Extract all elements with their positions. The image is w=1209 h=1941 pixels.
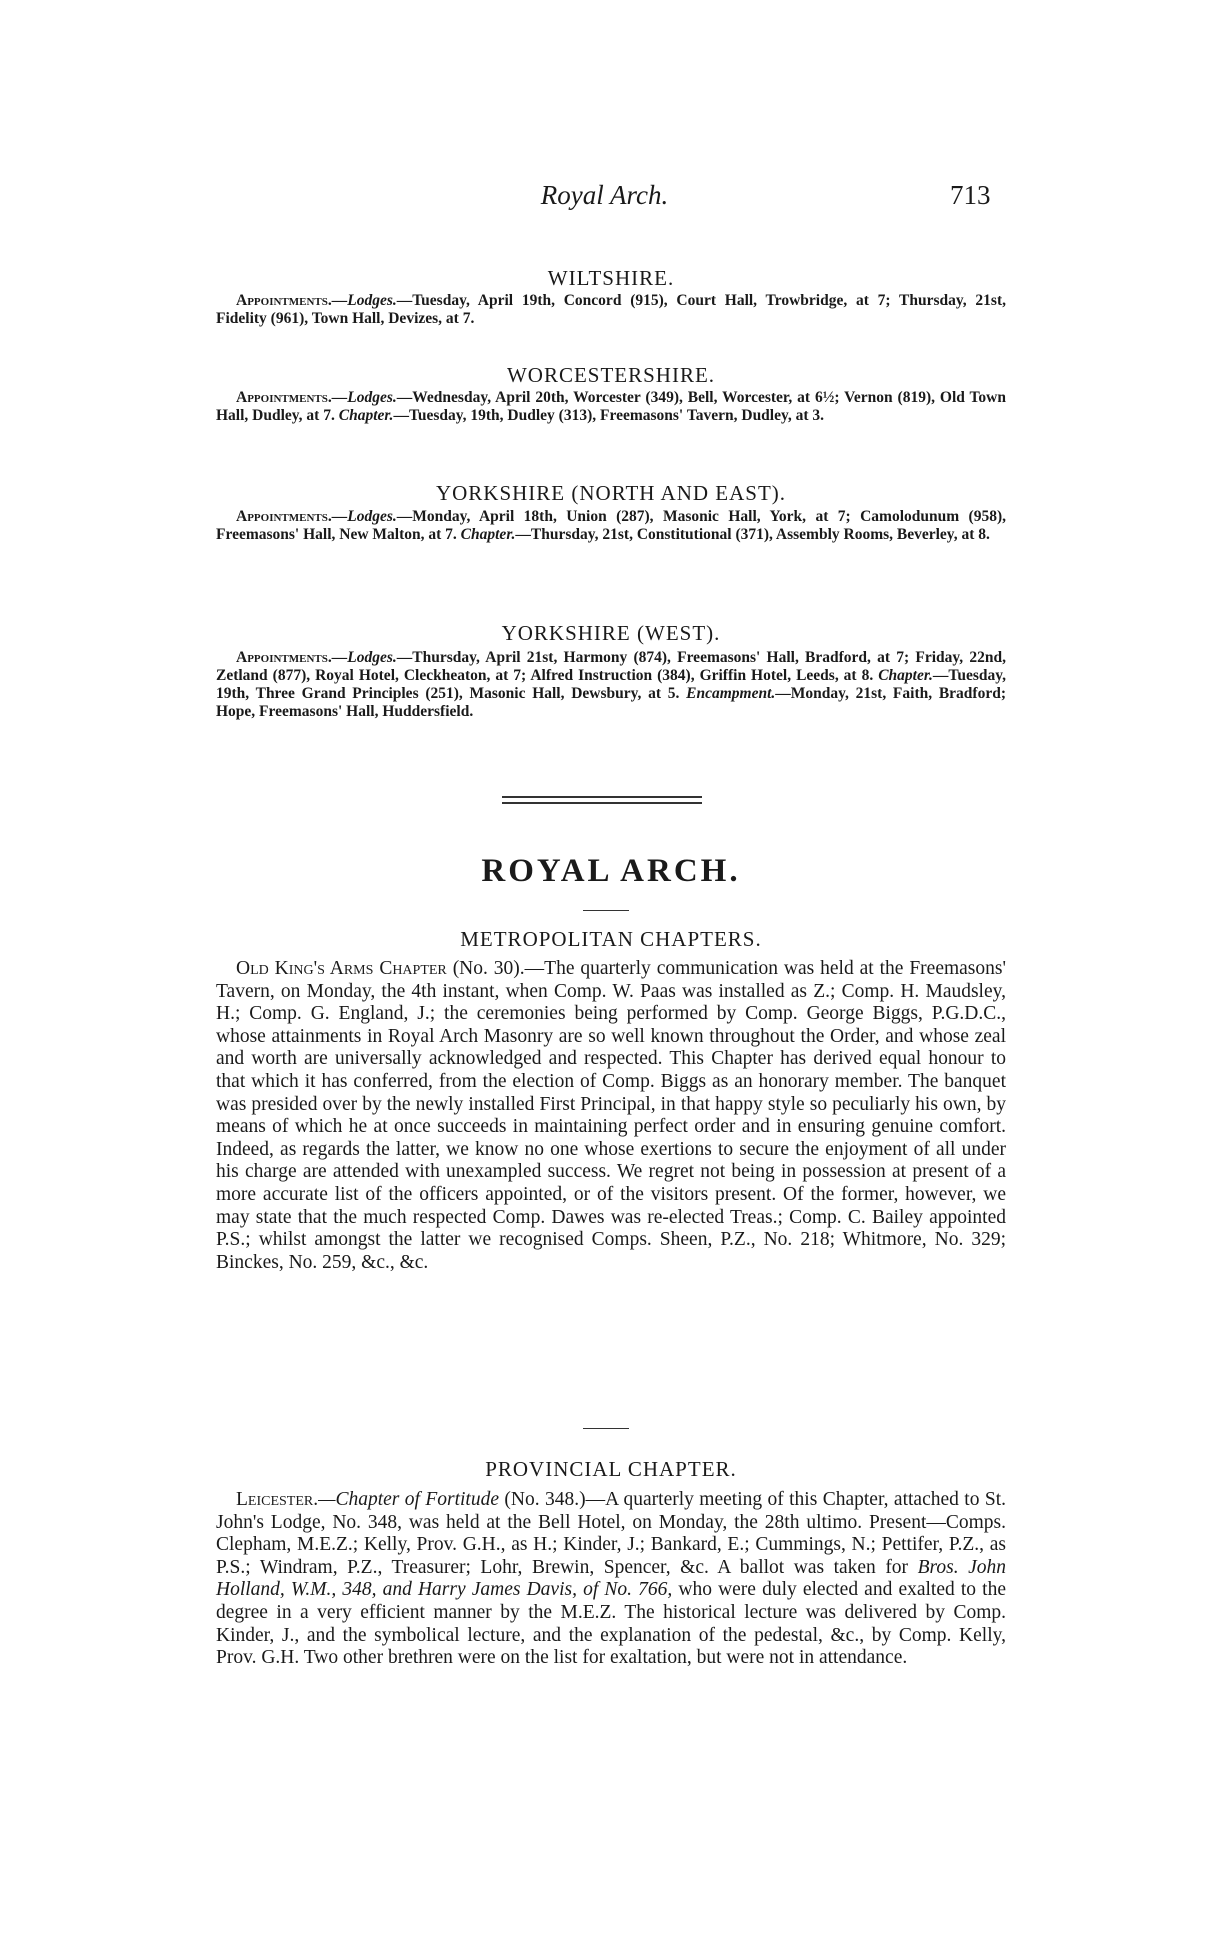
notice-segment: —Tuesday, 19th, Dudley (313), Freemasons' Tavern, Dudley, at 3. xyxy=(393,407,825,424)
notice-label: Appointments. xyxy=(236,649,332,666)
notice-segment: —Lodges. xyxy=(331,508,397,525)
notice-segment: —Thursday, 21st, Constitutional (371), Assembly Rooms, Beverley, at 8. xyxy=(515,526,990,543)
notice-segment: Chapter. xyxy=(338,407,394,424)
notice-yorkshire-north-east xyxy=(216,508,1006,544)
paragraph-segment: (No. 30).—The quarterly communication was held at the Freemasons' Tavern, on Monday, the 4th instant, when Comp. W. Paas was installed as Z.; Comp. H. Maudsley, H.; Comp. G. England, J.; the ceremonies being performed by Comp. George Biggs, P.G.D.C., whose attainments in Royal Arch Masonry are so well known throughout the Order, and whose zeal and worth are universally acknowledged and respected. This Chapter has derived equal honour to that which it has conferred, from the election of Comp. Biggs as an honorary member. The banquet was presided over by the newly installed First Principal, in that happy style so peculiarly his own, by means of which he at once succeeds in maintaining perfect order and in ensuring genuine comfort. Indeed, as regards the latter, we know no one whose exertions to secure the enjoyment of all under his charge are attended with unexampled success. We regret not being in possession at present of a more accurate list of the officers appointed, or of the visitors present. Of the former, however, we may state that the much respected Comp. Dawes was re-elected Treas.; Comp. C. Bailey appointed P.S.; whilst amongst the latter we recognised Comps. Sheen, P.Z., No. 218; Whitmore, No. 329; Binckes, No. 259, &c., &c. xyxy=(216,958,1007,1273)
notice-wiltshire xyxy=(216,292,1006,328)
paragraph-lead: Old King's Arms Chapter xyxy=(236,958,447,979)
notice-segment: —Lodges. xyxy=(331,292,397,309)
notice-label: Appointments. xyxy=(236,292,332,309)
paragraph-segment: —Chapter of Fortitude xyxy=(318,1489,499,1510)
heading-provincial-chapter: PROVINCIAL CHAPTER. xyxy=(485,1457,737,1481)
notice-segment: Chapter. xyxy=(878,667,933,684)
section-divider-rule xyxy=(502,802,702,804)
heading-metropolitan-chapters: METROPOLITAN CHAPTERS. xyxy=(460,927,762,951)
notice-segment: —Monday, April 18th, Union (287), Masonic Hall, York, at 7; Camolodunum (958), Freemasons' Hall, New Malton, at 7. xyxy=(216,508,1006,543)
notice-segment: —Tuesday, April 19th, Concord (915), Court Hall, Trowbridge, at 7; Thursday, 21st, Fidelity (961), Town Hall, Devizes, at 7. xyxy=(216,292,1006,327)
heading-wiltshire: WILTSHIRE. xyxy=(547,266,675,290)
paragraph-metropolitan xyxy=(216,958,1006,1274)
notice-worcestershire xyxy=(216,389,1006,425)
notice-segment: —Lodges. xyxy=(331,649,397,666)
running-title: Royal Arch. xyxy=(540,180,669,210)
heading-yorkshire-west: YORKSHIRE (WEST). xyxy=(501,621,721,645)
short-rule xyxy=(583,910,629,911)
notice-segment: —Tuesday, 19th, Three Grand Principles (251), Masonic Hall, Dewsbury, at 5. xyxy=(216,667,1006,702)
short-rule xyxy=(583,1428,629,1429)
paragraph-segment: who were duly elected and exalted to the degree in a very efficient manner by the M.E.Z. The historical lecture was delivered by Comp. Kinder, J., and the symbolical lecture, and the explanation of the pedestal, &c., by Comp. Kelly, Prov. G.H. Two other brethren were on the list for exaltation, but were not in attendance. xyxy=(216,1579,1006,1669)
notice-segment: —Wednesday, April 20th, Worcester (349), Bell, Worcester, at 6½; Vernon (819), Old Town Hall, Dudley, at 7. xyxy=(216,389,1006,424)
notice-segment: —Thursday, April 21st, Harmony (874), Freemasons' Hall, Bradford, at 7; Friday, 22nd, Zetland (877), Royal Hotel, Cleckheaton, at 7; Alfred Instruction (384), Griffin Hotel, Leeds, at 8. xyxy=(216,649,1006,684)
notice-segment: —Monday, 21st, Faith, Bradford; Hope, Freemasons' Hall, Huddersfield. xyxy=(216,685,1006,720)
section-title: ROYAL ARCH. xyxy=(481,853,741,889)
notice-segment: Chapter. xyxy=(460,526,516,543)
notice-segment: Encampment. xyxy=(686,685,776,702)
notice-label: Appointments. xyxy=(236,508,332,525)
section-divider-rule xyxy=(502,796,702,798)
paragraph-segment: Bros. John Holland, W.M., 348, and Harry James Davis, of No. 766, xyxy=(216,1556,1006,1601)
paragraph-segment: (No. 348.)—A quarterly meeting of this Chapter, attached to St. John's Lodge, No. 348, was held at the Bell Hotel, on Monday, the 28th ultimo. Present—Comps. Clepham, M.E.Z.; Kelly, Prov. G.H., as H.; Kinder, J.; Bankard, E.; Cummings, N.; Pettifer, P.Z., as P.S.; Windram, P.Z., Treasurer; Lohr, Brewin, Spencer, &c. A ballot was taken for xyxy=(216,1489,1006,1578)
notice-segment: —Lodges. xyxy=(331,389,397,406)
paragraph-provincial xyxy=(216,1489,1006,1670)
heading-worcestershire: WORCESTERSHIRE. xyxy=(506,363,716,387)
page-number: 713 xyxy=(950,180,991,210)
notice-label: Appointments. xyxy=(236,389,332,406)
paragraph-lead: Leicester. xyxy=(236,1489,319,1510)
heading-yorkshire-north-east: YORKSHIRE (NORTH AND EAST). xyxy=(435,481,787,505)
notice-yorkshire-west xyxy=(216,649,1006,721)
